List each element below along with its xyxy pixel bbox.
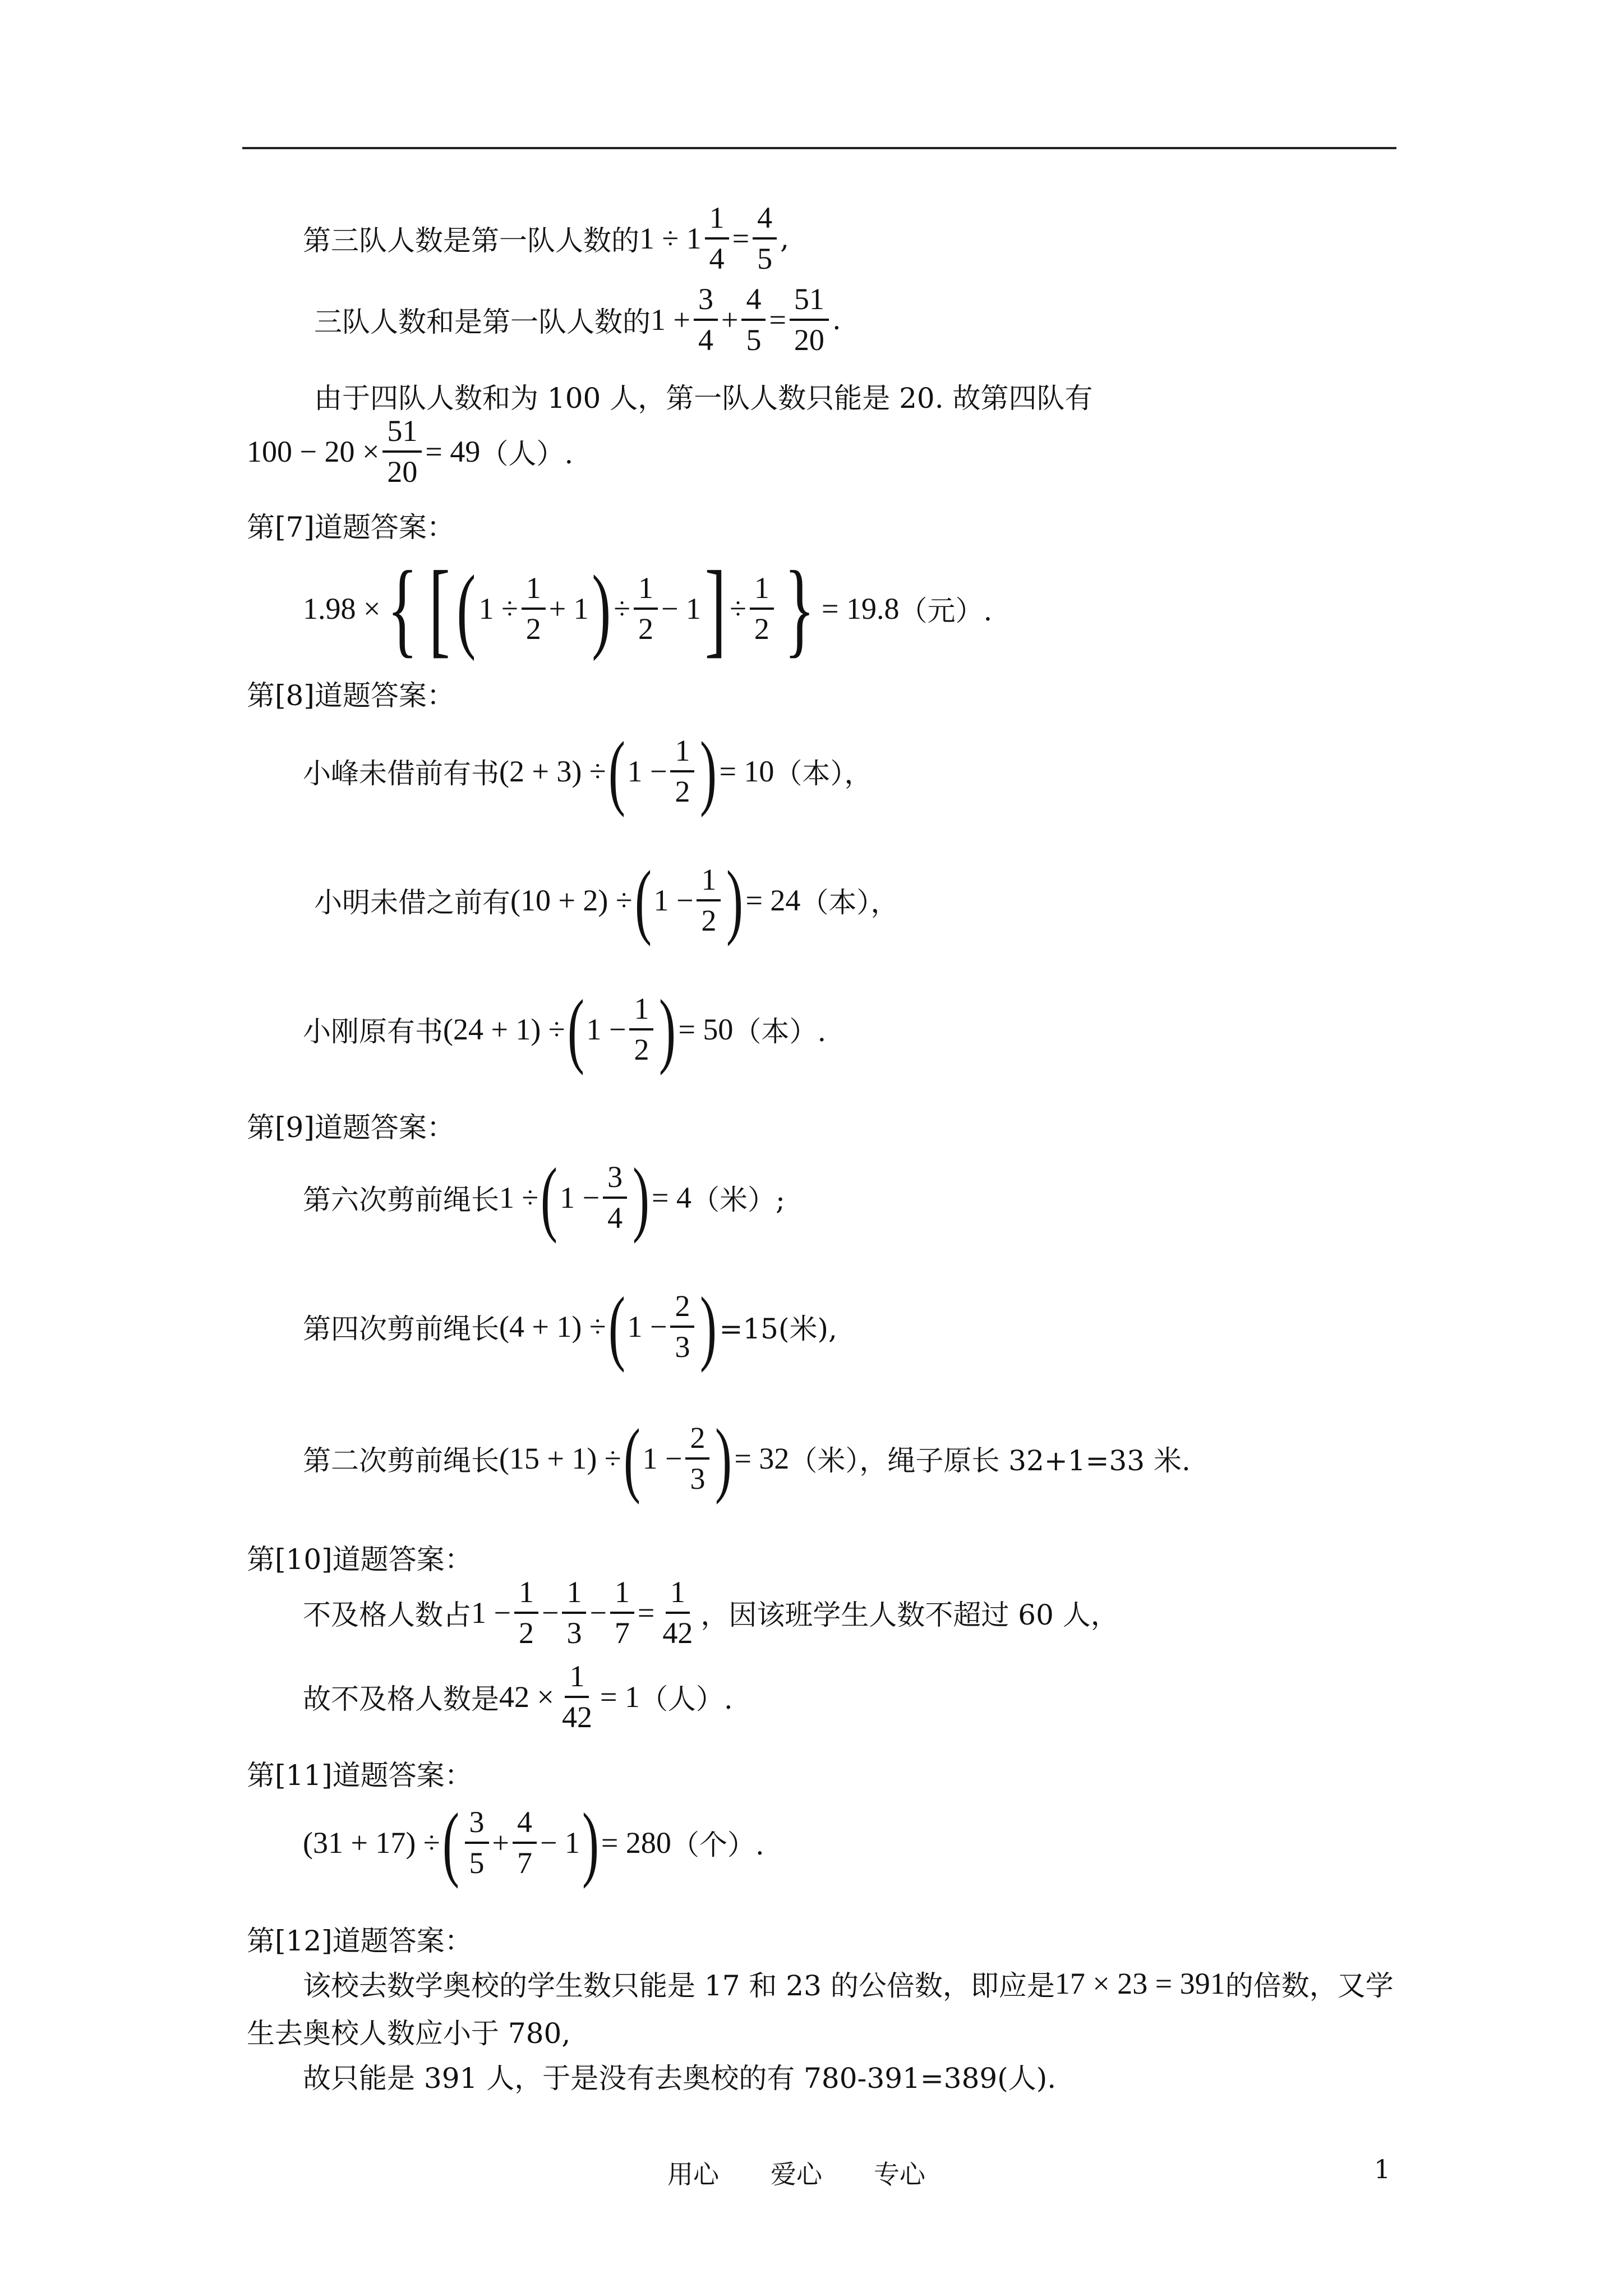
text: 第二次剪前绳长 — [303, 1444, 499, 1477]
numerator: 51 — [382, 415, 422, 453]
numerator: 4 — [741, 283, 766, 321]
right-bracket: ] — [704, 550, 726, 668]
line-q8-xiaoming — [314, 854, 899, 947]
line-four-teams-total — [314, 376, 1093, 416]
heading-q7 — [247, 505, 455, 545]
tail-text: . — [832, 303, 841, 336]
right-paren: ) — [700, 1280, 717, 1373]
line-three-teams-sum — [314, 283, 841, 356]
line-q11-expression — [303, 1796, 764, 1889]
expr: (15 + 1) ÷ — [499, 1442, 621, 1475]
expr: ÷ — [614, 592, 630, 625]
expr: = 19.8 — [822, 592, 900, 625]
line-third-team-ratio — [303, 202, 789, 274]
expr: 100 − 20 × — [247, 434, 380, 468]
left-paren: ( — [442, 1796, 459, 1889]
expr: 1 − — [471, 1595, 511, 1630]
right-brace: } — [784, 550, 815, 668]
line-fourth-team — [247, 415, 573, 487]
fraction — [465, 1806, 489, 1879]
expr: = 32 — [734, 1442, 790, 1475]
left-brace: { — [387, 550, 418, 668]
text: 小明未借之前有 — [314, 886, 510, 919]
text: 第四次剪前绳长 — [303, 1313, 499, 1345]
line-q10-fail-ratio — [303, 1576, 1119, 1649]
numerator: 3 — [603, 1161, 627, 1199]
heading-text: 第[8]道题答案： — [247, 679, 455, 712]
expr: = 24 — [745, 884, 801, 917]
text: 该校去数学奥校的学生数只能是 17 和 23 的公倍数，即应是 — [303, 1970, 1055, 2002]
numerator: 1 — [666, 1576, 690, 1614]
tail-text: ，因该班学生人数不超过 60 人， — [700, 1598, 1119, 1631]
line-q7-expression — [303, 550, 993, 668]
numerator: 1 — [629, 993, 653, 1030]
denominator: 4 — [698, 323, 713, 357]
right-paren: ) — [726, 854, 744, 947]
text: 由于四队人数和为 100 人，第一队人数只能是 20. 故第四队有 — [314, 382, 1093, 415]
expr: = 10 — [719, 754, 774, 788]
right-paren: ) — [633, 1151, 650, 1244]
left-paren: ( — [608, 725, 625, 818]
numerator: 2 — [670, 1290, 694, 1328]
expr: = — [769, 302, 786, 337]
text: 小峰未借前有书 — [303, 757, 499, 790]
fraction — [514, 1576, 538, 1649]
line-q8-xiaogang — [303, 983, 827, 1076]
heading-q10 — [247, 1537, 473, 1577]
heading-text: 第[10]道题答案： — [247, 1543, 473, 1576]
denominator: 2 — [701, 904, 717, 937]
denominator: 42 — [662, 1616, 693, 1650]
tail-text: （元）. — [899, 595, 993, 627]
expr: = 1 — [600, 1680, 640, 1714]
denominator: 3 — [675, 1330, 690, 1364]
text: 第六次剪前绳长 — [303, 1184, 499, 1216]
expr: 1 − — [642, 1442, 683, 1475]
expr: 1 − — [560, 1181, 600, 1214]
heading-text: 第[9]道题答案： — [247, 1111, 455, 1144]
numerator: 1 — [514, 1576, 538, 1614]
expr: 42 × — [499, 1680, 554, 1714]
tail-text: （米）; — [691, 1184, 785, 1216]
page-number-text: 1 — [1374, 2154, 1391, 2184]
expr: + 1 — [548, 592, 589, 625]
fraction — [670, 735, 694, 807]
line-q12-answer — [303, 2056, 1056, 2096]
fraction — [610, 1576, 634, 1649]
line-q12-limit — [247, 2011, 570, 2051]
text: 故不及格人数是 — [303, 1682, 499, 1715]
denominator: 4 — [709, 241, 725, 275]
fraction — [629, 993, 653, 1065]
expr: 1 + — [651, 302, 690, 337]
expr: 1 − — [653, 884, 694, 917]
numerator: 1 — [634, 572, 658, 610]
fraction — [790, 283, 829, 356]
left-paren: ( — [457, 556, 476, 661]
expr: = — [732, 221, 750, 255]
left-paren: ( — [634, 854, 652, 947]
expr: ÷ — [730, 592, 746, 625]
heading-q8 — [247, 673, 455, 714]
numerator: 4 — [513, 1806, 537, 1844]
tail-text: （本）， — [800, 886, 899, 919]
expr: (2 + 3) ÷ — [499, 754, 606, 788]
denominator: 2 — [518, 1616, 534, 1650]
page-number — [1374, 2154, 1390, 2184]
fraction — [697, 864, 721, 936]
text: 不及格人数占 — [303, 1598, 471, 1631]
numerator: 1 — [750, 572, 774, 610]
fraction — [741, 283, 766, 356]
denominator: 7 — [517, 1846, 532, 1880]
numerator: 1 — [705, 202, 729, 240]
line-q9-second-cut — [303, 1412, 1191, 1505]
footer-text: 用心 爱心 专心 — [667, 2159, 925, 2189]
denominator: 2 — [525, 612, 541, 646]
tail-text: （本）， — [774, 757, 873, 790]
expr: = 49 — [425, 434, 481, 468]
fraction — [603, 1161, 627, 1234]
numerator: 1 — [562, 1576, 586, 1614]
fraction — [694, 283, 718, 356]
expr: + — [721, 302, 739, 337]
left-paren: ( — [541, 1151, 558, 1244]
line-q10-fail-count — [303, 1660, 733, 1733]
fraction — [685, 1422, 709, 1494]
denominator: 20 — [387, 454, 418, 489]
numerator: 3 — [694, 283, 718, 321]
numerator: 1 — [610, 1576, 634, 1614]
fraction — [753, 202, 777, 274]
denominator: 3 — [566, 1616, 582, 1650]
tail-text: 的倍数，又学 — [1225, 1970, 1394, 2002]
tail-text: （米），绳子原长 32+1=33 米. — [789, 1444, 1191, 1477]
left-paren: ( — [567, 983, 584, 1076]
line-q12-multiple — [303, 1963, 1394, 2004]
denominator: 2 — [638, 612, 653, 646]
text: 生去奥校人数应小于 780, — [247, 2017, 571, 2050]
fraction — [705, 202, 729, 274]
tail-text: （人）. — [480, 437, 574, 470]
denominator: 2 — [634, 1033, 649, 1066]
left-paren: ( — [623, 1412, 640, 1505]
expr: (31 + 17) ÷ — [303, 1826, 440, 1860]
denominator: 5 — [757, 241, 773, 275]
expr: − 1 — [540, 1826, 580, 1860]
expr: = 280 — [601, 1826, 671, 1860]
right-paren: ) — [715, 1412, 732, 1505]
fraction — [658, 1576, 697, 1649]
expr: 1 ÷ — [478, 592, 518, 625]
expr: + — [492, 1826, 509, 1860]
heading-text: 第[12]道题答案： — [247, 1925, 473, 1957]
expr: 1.98 × — [303, 592, 381, 625]
heading-q9 — [247, 1105, 455, 1145]
line-q8-xiaofeng — [303, 725, 873, 818]
heading-text: 第[7]道题答案： — [247, 511, 455, 544]
denominator: 5 — [469, 1846, 485, 1880]
text: 第三队人数是第一队人数的 — [303, 224, 639, 257]
fraction — [562, 1576, 586, 1649]
denominator: 2 — [675, 775, 690, 808]
numerator: 51 — [790, 283, 829, 321]
numerator: 1 — [697, 864, 721, 901]
numerator: 2 — [685, 1422, 709, 1460]
expr: 1 − — [586, 1013, 626, 1046]
expr: = 4 — [652, 1181, 691, 1214]
denominator: 4 — [607, 1201, 623, 1235]
tail-text: （个）. — [671, 1829, 764, 1861]
numerator: 1 — [670, 735, 694, 772]
numerator: 1 — [522, 572, 546, 610]
expr: = 50 — [678, 1013, 734, 1046]
tail-text: （本）. — [733, 1015, 827, 1048]
right-paren: ) — [592, 556, 611, 661]
numerator: 4 — [753, 202, 777, 240]
fraction — [557, 1660, 597, 1733]
numerator: 1 — [565, 1660, 589, 1698]
left-bracket: [ — [428, 550, 450, 668]
right-paren: ) — [659, 983, 676, 1076]
denominator: 2 — [754, 612, 769, 646]
expr: (10 + 2) ÷ — [510, 884, 633, 917]
expr: 1 ÷ 1 — [639, 221, 702, 255]
fraction — [522, 572, 546, 645]
footer-motto — [667, 2154, 925, 2191]
tail-text: , — [780, 222, 790, 255]
expr: =15(米), — [719, 1313, 837, 1345]
fraction — [750, 572, 774, 645]
fraction — [670, 1290, 694, 1363]
right-paren: ) — [582, 1796, 599, 1889]
right-paren: ) — [700, 725, 717, 818]
denominator: 42 — [561, 1700, 592, 1734]
denominator: 5 — [746, 323, 762, 357]
expr: (4 + 1) ÷ — [499, 1310, 606, 1343]
denominator: 3 — [690, 1462, 706, 1496]
expr: (24 + 1) ÷ — [443, 1013, 565, 1046]
expr: − — [541, 1595, 559, 1630]
expr: = — [637, 1595, 655, 1630]
heading-q11 — [247, 1753, 473, 1793]
tail-text: （人）. — [639, 1682, 733, 1715]
left-paren: ( — [608, 1280, 625, 1373]
text: 小刚原有书 — [303, 1015, 443, 1048]
fraction — [382, 415, 422, 487]
expr: − — [589, 1595, 607, 1630]
expr: 1 − — [627, 754, 667, 788]
fraction — [634, 572, 658, 645]
text: 三队人数和是第一队人数的 — [314, 305, 651, 338]
line-q9-fourth-cut — [303, 1280, 837, 1373]
denominator: 20 — [794, 323, 824, 357]
line-q9-sixth-cut — [303, 1151, 785, 1244]
expr: 17 × 23 = 391 — [1054, 1967, 1225, 2000]
expr: 1 − — [627, 1310, 667, 1343]
text: 故只能是 391 人，于是没有去奥校的有 780-391=389(人). — [303, 2062, 1057, 2095]
expr: 1 ÷ — [499, 1181, 539, 1214]
numerator: 3 — [465, 1806, 489, 1844]
denominator: 7 — [614, 1616, 630, 1650]
fraction — [513, 1806, 537, 1879]
header-rule — [242, 147, 1396, 149]
heading-text: 第[11]道题答案： — [247, 1759, 473, 1792]
expr: − 1 — [661, 592, 701, 625]
heading-q12 — [247, 1918, 473, 1959]
